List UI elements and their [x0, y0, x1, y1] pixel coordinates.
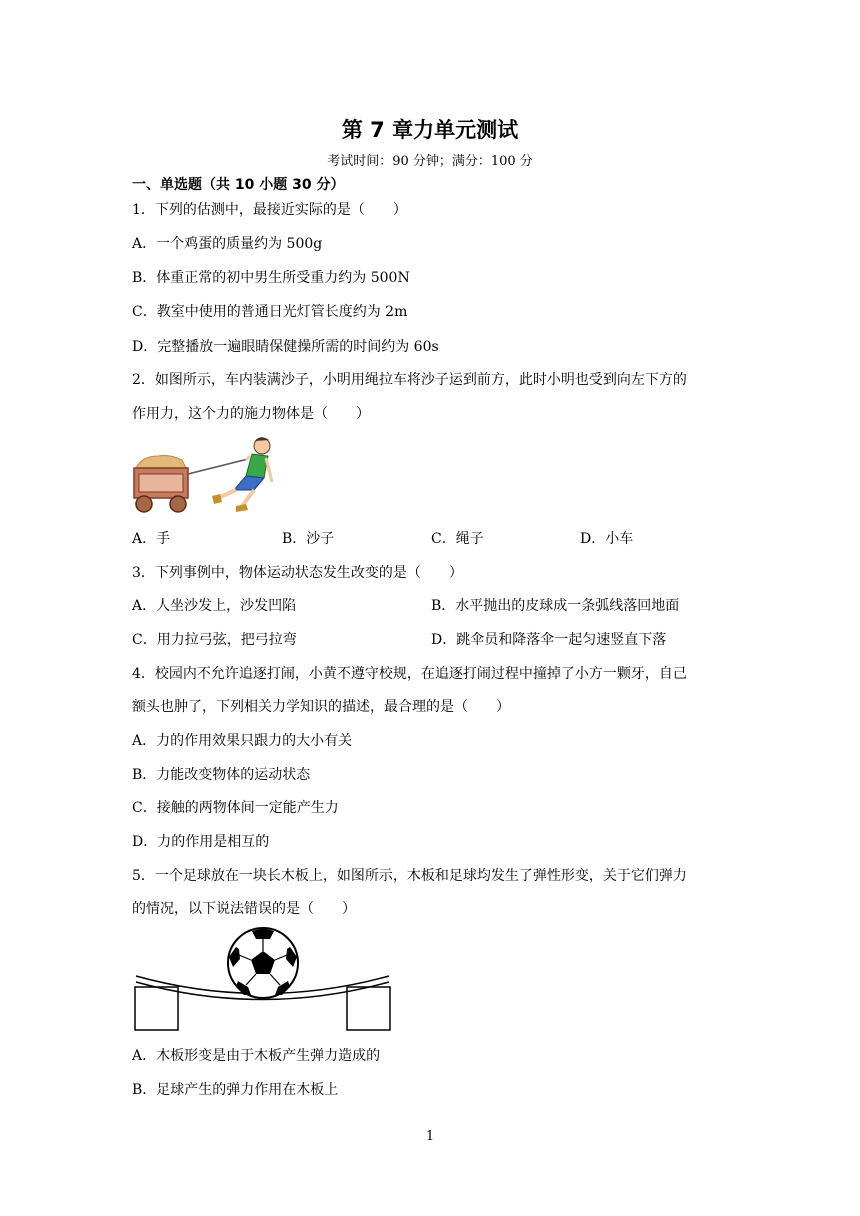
cart-pulling-figure — [130, 432, 290, 516]
q2-option-b: B．沙子 — [282, 531, 335, 547]
q3-option-a: A．人坐沙发上，沙发凹陷 — [132, 598, 297, 614]
q3-option-b: B．水平抛出的皮球成一条弧线落回地面 — [431, 598, 680, 614]
q2-option-d: D．小车 — [580, 531, 634, 547]
q1-option-d: D．完整播放一遍眼睛保健操所需的时间约为 60s — [132, 339, 439, 355]
q3-option-d: D．跳伞员和降落伞一起匀速竖直下落 — [431, 632, 667, 648]
q1-option-b: B．体重正常的初中男生所受重力约为 500N — [132, 270, 410, 286]
q5-option-a: A．木板形变是由于木板产生弹力造成的 — [132, 1048, 381, 1064]
q4-option-a: A．力的作用效果只跟力的大小有关 — [132, 733, 353, 749]
q4-option-b: B．力能改变物体的运动状态 — [132, 767, 311, 783]
q2-stem-line2: 作用力，这个力的施力物体是（ ） — [132, 406, 370, 422]
q3-stem: 3．下列事例中，物体运动状态发生改变的是（ ） — [132, 565, 463, 581]
q5-stem-line1: 5．一个足球放在一块长木板上，如图所示，木板和足球均发生了弹性形变，关于它们弹力 — [132, 868, 687, 884]
q2-option-c: C．绳子 — [431, 531, 484, 547]
q2-stem-line1: 2．如图所示，车内装满沙子，小明用绳拉车将沙子运到前方，此时小明也受到向左下方的 — [132, 372, 687, 388]
exam-info: 考试时间：90 分钟；满分：100 分 — [327, 154, 533, 169]
q4-stem-line1: 4．校园内不允许追逐打闹，小黄不遵守校规，在追逐打闹过程中撞掉了小方一颗牙，自己 — [132, 666, 687, 682]
soccer-ball-icon — [228, 928, 298, 998]
q3-option-c: C．用力拉弓弦，把弓拉弯 — [132, 632, 297, 648]
q4-option-c: C．接触的两物体间一定能产生力 — [132, 800, 339, 816]
section-heading: 一、单选题（共 10 小题 30 分） — [132, 177, 345, 193]
page-number: 1 — [425, 1129, 435, 1144]
q5-stem-line2: 的情况，以下说法错误的是（ ） — [132, 901, 356, 917]
q1-option-a: A．一个鸡蛋的质量约为 500g — [132, 236, 323, 252]
q2-option-a: A．手 — [132, 531, 171, 547]
q4-stem-line2: 额头也肿了，下列相关力学知识的描述，最合理的是（ ） — [132, 699, 510, 715]
football-on-board-figure — [130, 925, 394, 1037]
q1-stem: 1．下列的估测中，最接近实际的是（ ） — [132, 202, 407, 218]
q5-option-b: B．足球产生的弹力作用在木板上 — [132, 1082, 339, 1098]
page-title: 第 7 章力单元测试 — [341, 118, 519, 142]
q4-option-d: D．力的作用是相互的 — [132, 834, 270, 850]
q1-option-c: C．教室中使用的普通日光灯管长度约为 2m — [132, 304, 408, 320]
